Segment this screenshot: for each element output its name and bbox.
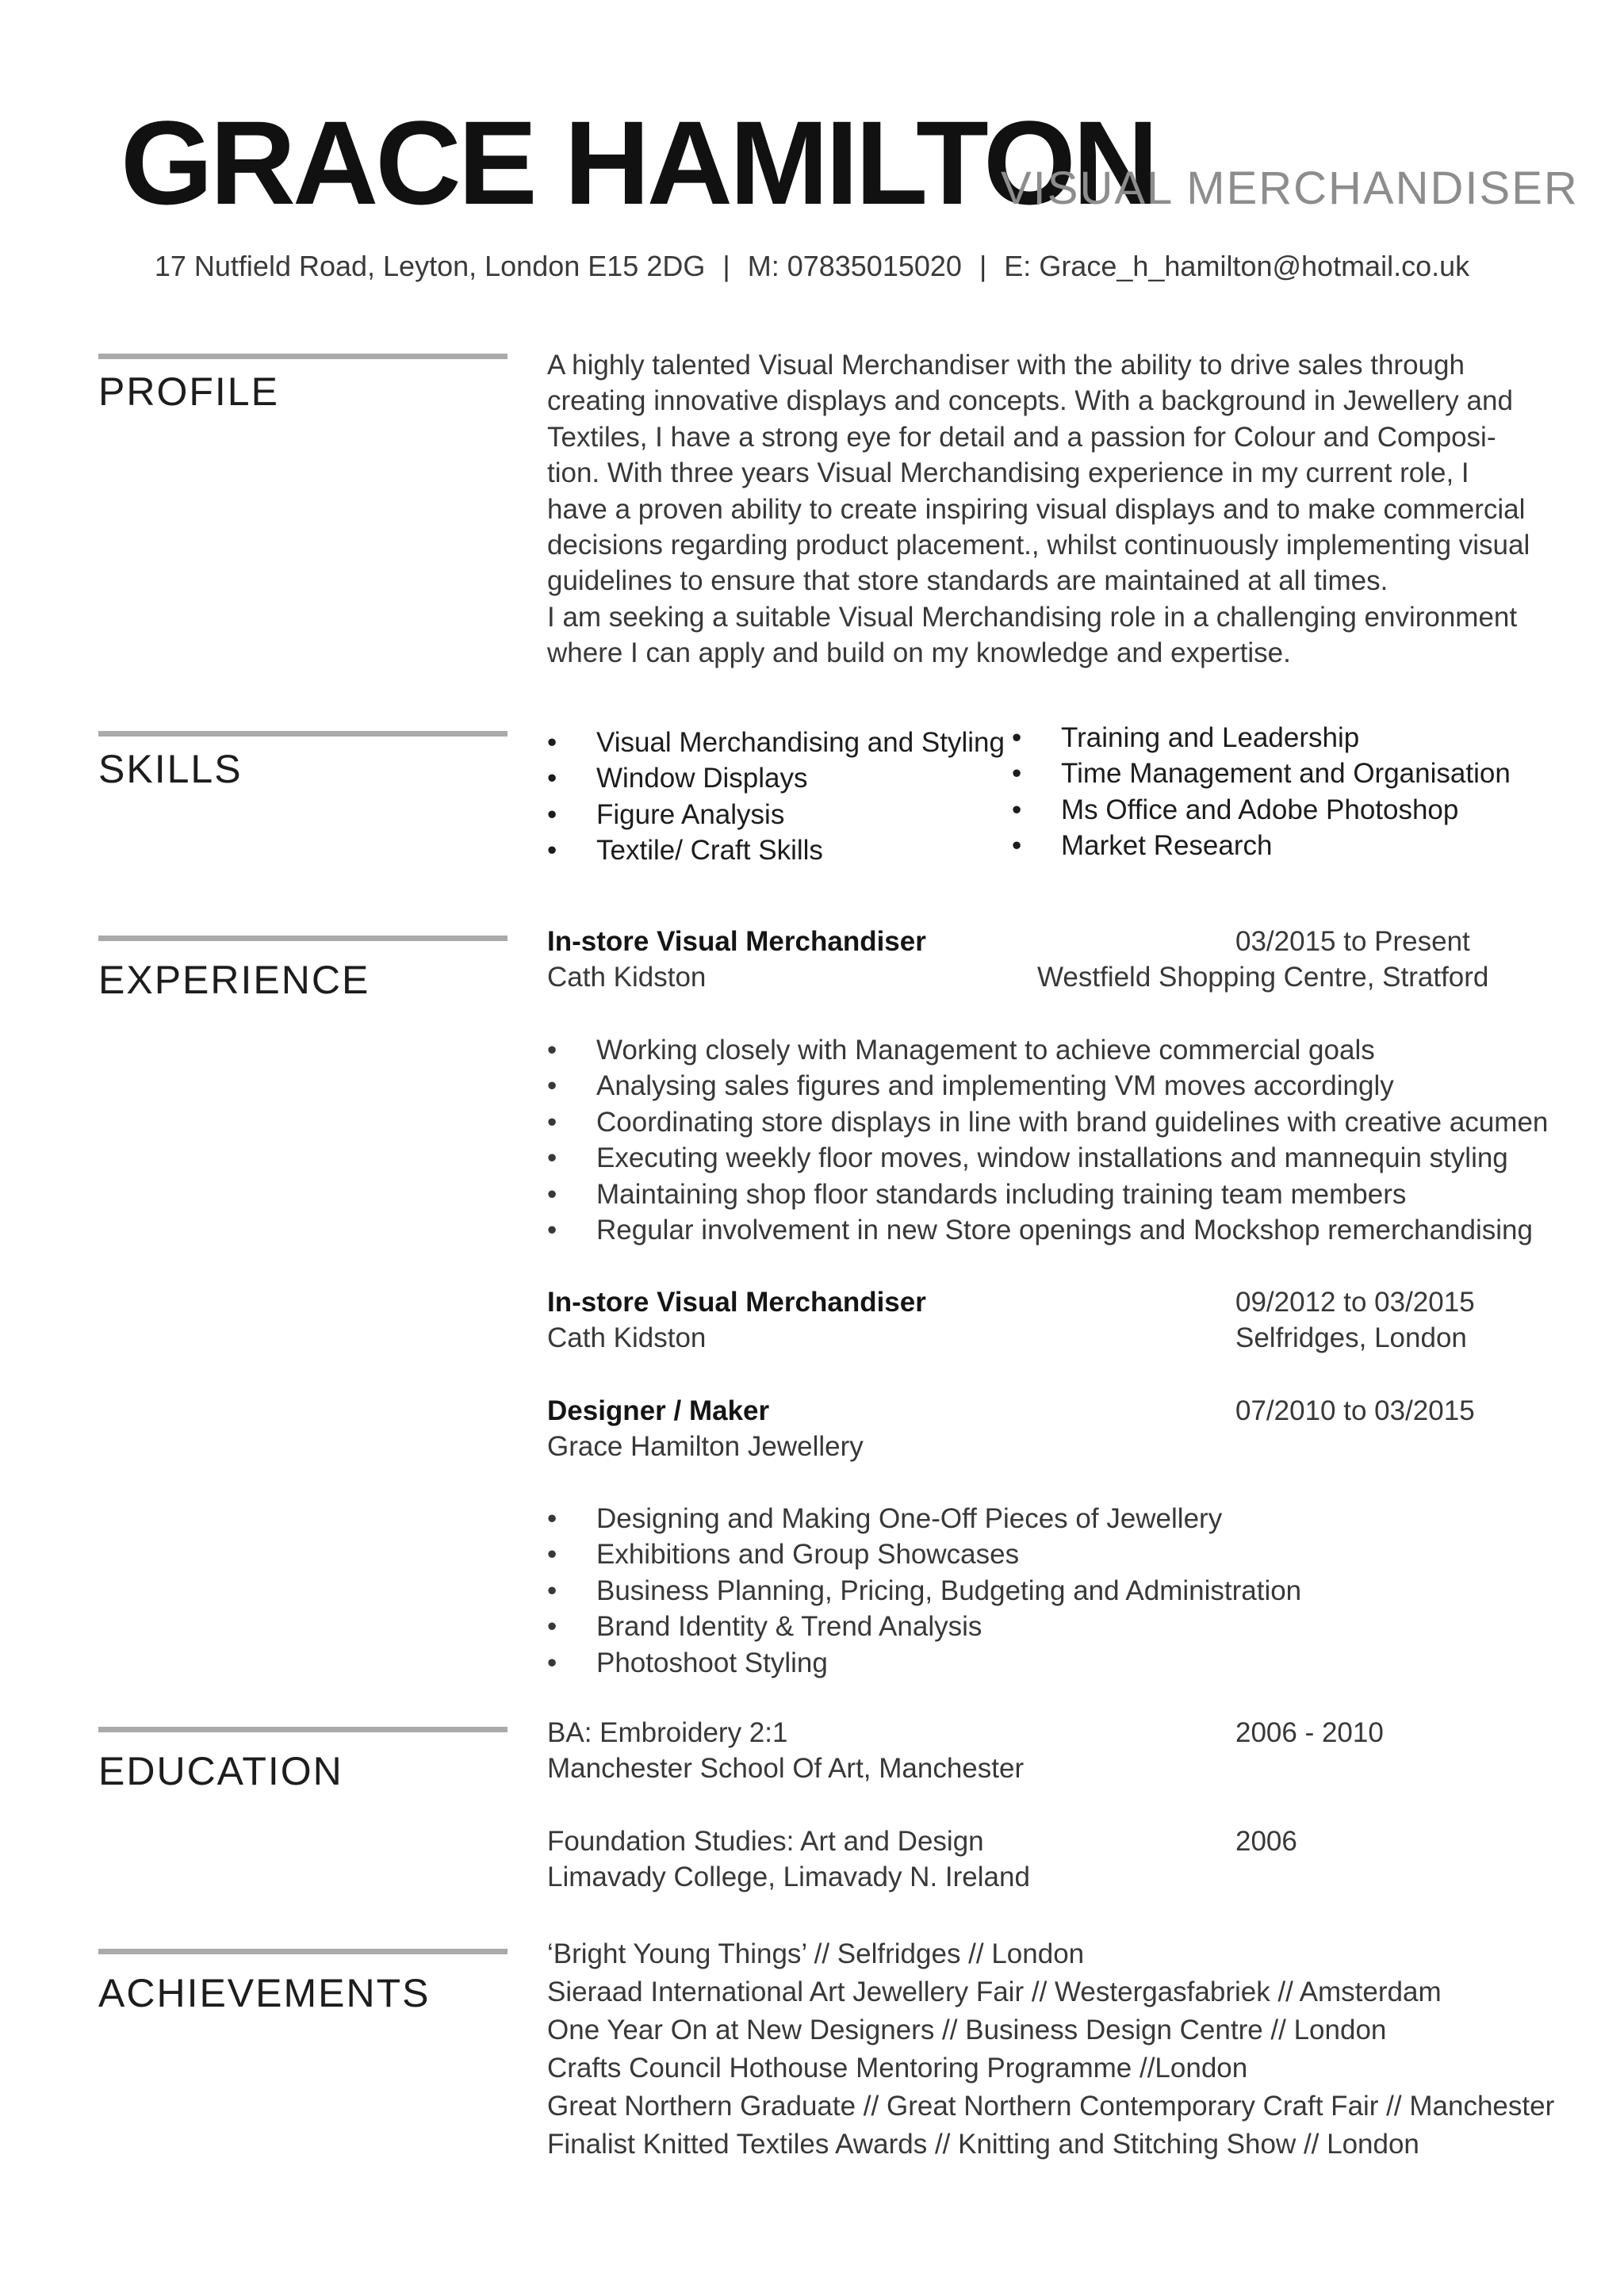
section-rule [98, 354, 508, 359]
profile-text [547, 347, 1530, 672]
job-dates: 07/2010 to 03/2015 [1235, 1395, 1475, 1426]
achievement-item: ‘Bright Young Things’ // Selfridges // London [547, 1938, 1085, 1969]
section-heading-profile: PROFILE [98, 369, 279, 414]
skills-list-left [547, 725, 1005, 869]
section-heading-achievements: ACHIEVEMENTS [98, 1971, 431, 2015]
job-duty: • Regular involvement in new Store openings and Mockshop remerchandising [547, 1212, 1548, 1248]
skill-item: • Figure Analysis [547, 797, 1005, 832]
job-dates: 03/2015 to Present [1235, 926, 1470, 957]
job-duty: • Analysing sales figures and implementing VM moves accordingly [547, 1068, 1548, 1104]
skill-item: • Ms Office and Adobe Photoshop [1012, 792, 1511, 828]
section-heading-education: EDUCATION [98, 1749, 343, 1793]
skill-item: • Window Displays [547, 760, 1005, 796]
job-duty: • Exhibitions and Group Showcases [547, 1536, 1301, 1572]
job-role: In-store Visual Merchandiser [547, 926, 926, 957]
job-duty: • Business Planning, Pricing, Budgeting and Administration [547, 1573, 1301, 1609]
job-duties-list [547, 1032, 1548, 1248]
job-company: Grace Hamilton Jewellery [547, 1431, 864, 1462]
job-duty: • Designing and Making One-Off Pieces of Jewellery [547, 1501, 1301, 1536]
education-dates: 2006 - 2010 [1235, 1717, 1384, 1748]
achievement-item: Crafts Council Hothouse Mentoring Programme //London [547, 2053, 1248, 2084]
achievement-item: One Year On at New Designers // Business Design Centre // London [547, 2015, 1387, 2045]
profile-paragraph: A highly talented Visual Merchandiser with the ability to drive sales through creating innovative displays and concepts. With a background in Jewellery and Textiles, I have a strong eye for detail and a passion for Colour and Composi-tion. With three years Visual Merchandising experience in my current role, I have a proven ability to create inspiring visual displays and to make commercial decisions regarding product placement., whilst continuously implementing visual guidelines to ensure that store standards are maintained at all times. [547, 350, 1530, 597]
contact-line [0, 246, 1624, 287]
job-duty: • Maintaining shop floor standards including training team members [547, 1177, 1548, 1212]
education-course: BA: Embroidery 2:1 [547, 1717, 788, 1748]
education-school: Limavady College, Limavady N. Ireland [547, 1862, 1030, 1892]
address: 17 Nutfield Road, Leyton, London E15 2DG [154, 250, 706, 282]
skill-item: • Textile/ Craft Skills [547, 832, 1005, 868]
skill-item: • Visual Merchandising and Styling [547, 725, 1005, 760]
job-location: Westfield Shopping Centre, Stratford [1037, 962, 1489, 993]
contact-separator: | [979, 250, 987, 282]
job-title: VISUAL MERCHANDISER [1001, 163, 1579, 214]
skill-item: • Training and Leadership [1012, 720, 1511, 756]
job-duty: • Executing weekly floor moves, window installations and mannequin styling [547, 1140, 1548, 1176]
achievements-list [547, 1935, 1554, 2164]
section-rule [98, 1949, 508, 1954]
job-location: Selfridges, London [1235, 1322, 1467, 1353]
education-course: Foundation Studies: Art and Design [547, 1826, 984, 1857]
section-rule [98, 731, 508, 737]
job-duty: • Photoshoot Styling [547, 1645, 1301, 1681]
skill-item: • Time Management and Organisation [1012, 756, 1511, 791]
job-duties-list [547, 1501, 1301, 1681]
job-company: Cath Kidston [547, 1322, 707, 1353]
skills-list-right [1012, 720, 1511, 864]
phone: M: 07835015020 [747, 250, 962, 282]
email: E: Grace_h_hamilton@hotmail.co.uk [1004, 250, 1470, 282]
contact-separator: | [722, 250, 730, 282]
job-role: Designer / Maker [547, 1395, 770, 1426]
achievement-item: Finalist Knitted Textiles Awards // Knitting and Stitching Show // London [547, 2129, 1419, 2160]
section-rule [98, 936, 508, 941]
education-dates: 2006 [1235, 1826, 1297, 1857]
skill-item: • Market Research [1012, 828, 1511, 863]
job-duty: • Brand Identity & Trend Analysis [547, 1609, 1301, 1644]
candidate-name: GRACE HAMILTON [121, 96, 1156, 229]
education-school: Manchester School Of Art, Manchester [547, 1753, 1025, 1784]
achievement-item: Great Northern Graduate // Great Northern Contemporary Craft Fair // Manchester [547, 2091, 1555, 2122]
section-heading-experience: EXPERIENCE [98, 958, 370, 1002]
job-duty: • Working closely with Management to achieve commercial goals [547, 1032, 1548, 1068]
job-dates: 09/2012 to 03/2015 [1235, 1287, 1475, 1318]
profile-paragraph: I am seeking a suitable Visual Merchandising role in a challenging environment where I can apply and build on my knowledge and expertise. [547, 601, 1518, 669]
job-duty: • Coordinating store displays in line with brand guidelines with creative acumen [547, 1104, 1548, 1140]
job-company: Cath Kidston [547, 962, 707, 993]
job-role: In-store Visual Merchandiser [547, 1287, 926, 1318]
achievement-item: Sieraad International Art Jewellery Fair // Westergasfabriek // Amsterdam [547, 1976, 1442, 2007]
section-heading-skills: SKILLS [98, 747, 243, 791]
section-rule [98, 1727, 508, 1732]
